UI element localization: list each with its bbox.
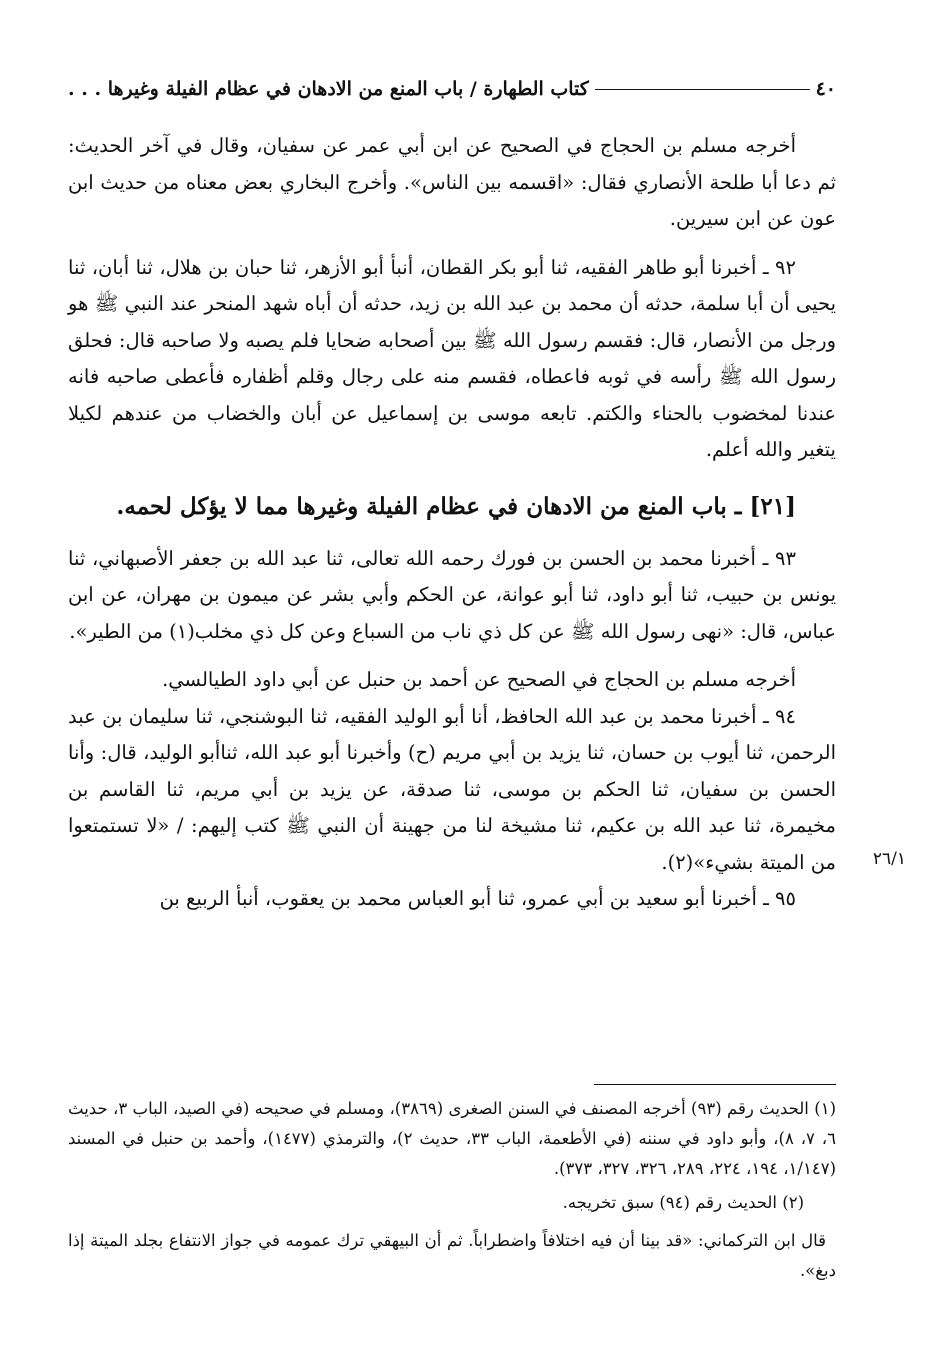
footnotes bbox=[68, 1094, 836, 1286]
running-title: كتاب الطهارة / باب المنع من الادهان في عظام الفيلة وغيرها . . . bbox=[68, 78, 589, 100]
header-rule bbox=[595, 89, 810, 90]
footnote-separator bbox=[594, 1084, 836, 1085]
footnote-2-note: قال ابن التركماني: «قد بينا أن فيه اختلافاً واضطراباً. ثم أن البيهقي ترك عمومه في جواز الانتفاع بجلد الميتة إذا دبغ». bbox=[68, 1231, 836, 1280]
main-text bbox=[68, 128, 906, 918]
hadith-93: ٩٣ ـ أخبرنا محمد بن الحسن بن فورك رحمه الله تعالى، ثنا عبد الله بن جعفر الأصبهاني، ثنا يونس بن حبيب، ثنا أبو داود، ثنا أبو عوانة، عن الحكم وأبي بشر عن ميمون بن مهران، عن ابن عباس، قال: «نهى رسول الله ﷺ عن كل ذي ناب من السباع وعن كل ذي مخلب(١) من الطير». bbox=[68, 546, 836, 643]
book-page bbox=[68, 72, 906, 918]
page-number: ٤٠ bbox=[815, 78, 836, 100]
manuscript-margin-reference: ٢٦/١ bbox=[872, 848, 906, 869]
page-header bbox=[68, 72, 836, 106]
hadith-95: ٩٥ ـ أخبرنا أبو سعيد بن أبي عمرو، ثنا أبو العباس محمد بن يعقوب، أنبأ الربيع بن bbox=[159, 887, 796, 910]
footnote-2: (٢) الحديث رقم (٩٤) سبق تخريجه. bbox=[562, 1193, 804, 1212]
footnote-1: (١) الحديث رقم (٩٣) أخرجه المصنف في السنن الصغرى (٣٨٦٩)، ومسلم في صحيحه (في الصيد، الباب ٣، حديث ٦، ٧، ٨)، وأبو داود في سننه (في الأطعمة، الباب ٣٣، حديث ٢)، والترمذي (١٤٧٧)، وأحمد بن حنبل في المسند (١/١٤٧، ١٩٤، ٢٢٤، ٢٨٩، ٣٢٦، ٣٢٧، ٣٧٣). bbox=[68, 1099, 837, 1178]
chapter-heading: [٢١] ـ باب المنع من الادهان في عظام الفيلة وغيرها مما لا يؤكل لحمه. bbox=[116, 492, 796, 520]
hadith-94: ٩٤ ـ أخبرنا محمد بن عبد الله الحافظ، أنا أبو الوليد الفقيه، ثنا البوشنجي، ثنا سليمان بن عبد الرحمن، ثنا أيوب بن حسان، ثنا يزيد بن أبي مريم (ح) وأخبرنا أبو عبد الله، ثناأبو الوليد، قال: وأنا الحسن بن سفيان، ثنا الحكم بن موسى، ثنا صدقة، عن يزيد بن أبي مريم، ثنا القاسم بن مخيمرة، ثنا عبد الله بن عكيم، ثنا مشيخة لنا من جهينة أن النبي ﷺ كتب إليهم: / «لا تستمتعوا من الميتة بشيء»(٢). bbox=[68, 704, 836, 874]
hadith-94-wrap bbox=[68, 699, 906, 882]
hadith-92: ٩٢ ـ أخبرنا أبو طاهر الفقيه، ثنا أبو بكر القطان، أنبأ أبو الأزهر، ثنا حبان بن هلال، ثنا أبان، ثنا يحيى أن أبا سلمة، حدثه أن محمد بن عبد الله بن زيد، حدثه أن أباه شهد المنحر عند النبي ﷺ هو ورجل من الأنصار، قال: فقسم رسول الله ﷺ بين أصحابه ضحايا فلم يصبه ولا صاحبه قال: فحلق رسول الله ﷺ رأسه في ثوبه فاعطاه، فقسم منه على رجال وقلم أظفاره فأعطى صاحبه فانه عندنا لمخضوب بالحناء والكتم. تابعه موسى بن إسماعيل عن أبان والخضاب من عندهم لكيلا يتغير والله أعلم. bbox=[68, 255, 836, 461]
paragraph-takhrij-93: أخرجه مسلم بن الحجاج في الصحيح عن أحمد بن حنبل عن أبي داود الطيالسي. bbox=[162, 668, 796, 691]
paragraph-takhrij-91: أخرجه مسلم بن الحجاج في الصحيح عن ابن أبي عمر عن سفيان، وقال في آخر الحديث: ثم دعا أبا طلحة الأنصاري فقال: «اقسمه بين الناس». وأخرج البخاري بعض معناه من حديث ابن عون عن ابن سيرين. bbox=[68, 134, 836, 230]
